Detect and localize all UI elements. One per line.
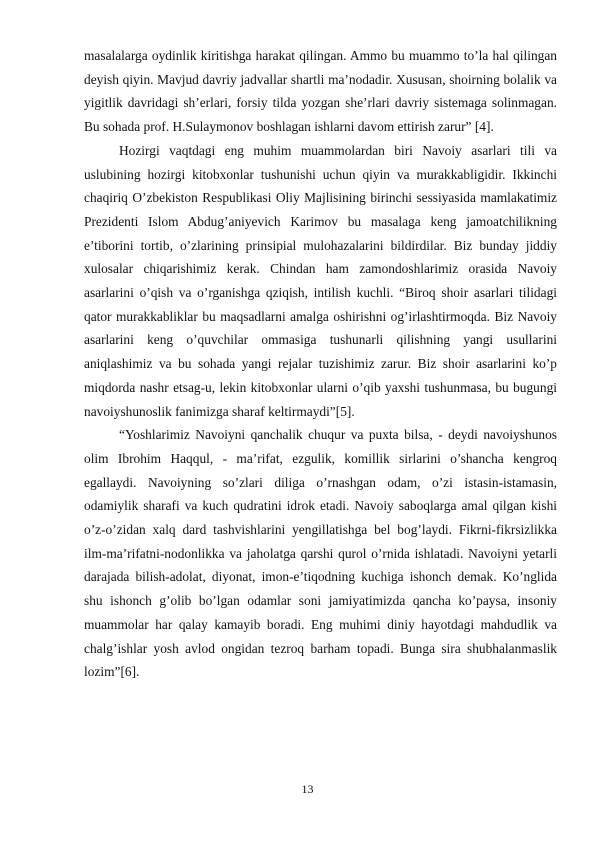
page-number: 13 bbox=[301, 782, 314, 796]
paragraph-navoiy-language: Hozirgi vaqtdagi eng muhim muammolardan biri Navoiy asarlari tili va uslubining hozirgi kitobxonlar tushunishi uchun qiyin va murakkabligidir. Ikkinchi chaqiriq O’zbekiston Respublikasi Oliy Majlisining birinchi sessiyasida mamlakatimiz Prezidenti Islom Abdug’aniyevich Karimov bu masalaga keng jamoatchilikning e’tiborini tortib, o’zlarining prinsipial mulohazalarini bildirdilar. Biz bunday jiddiy xulosalar chiqarishimiz kerak. Chindan ham zamondoshlarimiz orasida Navoiy asarlarini o’qish va o’rganishga qziqish, intilish kuchli. “Biroq shoir asarlari tilidagi qator murakkabliklar bu maqsadlarni amalga oshirishni og’irlashtirmoqda. Biz Navoiy asarlarini keng o’quvchilar ommasiga tushunarli qilishning yangi usullarini aniqlashimiz va bu sohada yangi rejalar tuzishimiz zarur. Biz shoir asarlarini ko’p miqdorda nashr etsag-u, lekin kitobxonlar ularni o’qib yaxshi tushunmasa, bu bugungi navoiyshunoslik fanimizga sharaf keltirmaydi”[5]. bbox=[84, 142, 557, 419]
paragraph-continuation: masalalarga oydinlik kiritishga harakat qilingan. Ammo bu muammo to’la hal qilingan deyish qiyin. Mavjud davriy jadvallar shartli ma’nodadir. Xususan, shoirning bolalik va yigitlik davridagi sh’erlari, forsiy tilda yozgan she’rlari davriy sistemaga solinmagan. Bu sohada prof. H.Sulaymonov boshlagan ishlarni davom ettirish zarur” [4]. bbox=[84, 48, 557, 135]
page-body bbox=[84, 44, 557, 684]
paragraph-haqqul-quote: “Yoshlarimiz Navoiyni qanchalik chuqur va puxta bilsa, - deydi navoiyshunos olim Ibrohim Haqqul, - ma’rifat, ezgulik, komillik sirlarini o’shancha kengroq egallaydi. Navoiyning so’zlari diliga o’rnashgan odam, o’zi istasin-istamasin, odamiylik sharafi va kuch qudratini idrok etadi. Navoiy saboqlarga amal qilgan kishi o’z-o’zidan xalq dard tashvishlarini yengillatishga bel bog’laydi. Fikrni-fikrsizlikka ilm-ma’rifatni-nodonlikka va jaholatga qarshi qurol o’rnida ishlatadi. Navoiyni yetarli darajada bilish-adolat, diyonat, imon-e’tiqodning kuchiga ishonch demak. Ko’nglida shu ishonch g’olib bo’lgan odamlar soni jamiyatimizda qancha ko’paysa, insoniy muammolar har qalay kamayib boradi. Eng muhimi diniy hayotdagi mahdudlik va chalg’ishlar yosh avlod ongidan tezroq barham topadi. Bunga sira shubhalanmaslik lozim”[6]. bbox=[84, 427, 557, 680]
